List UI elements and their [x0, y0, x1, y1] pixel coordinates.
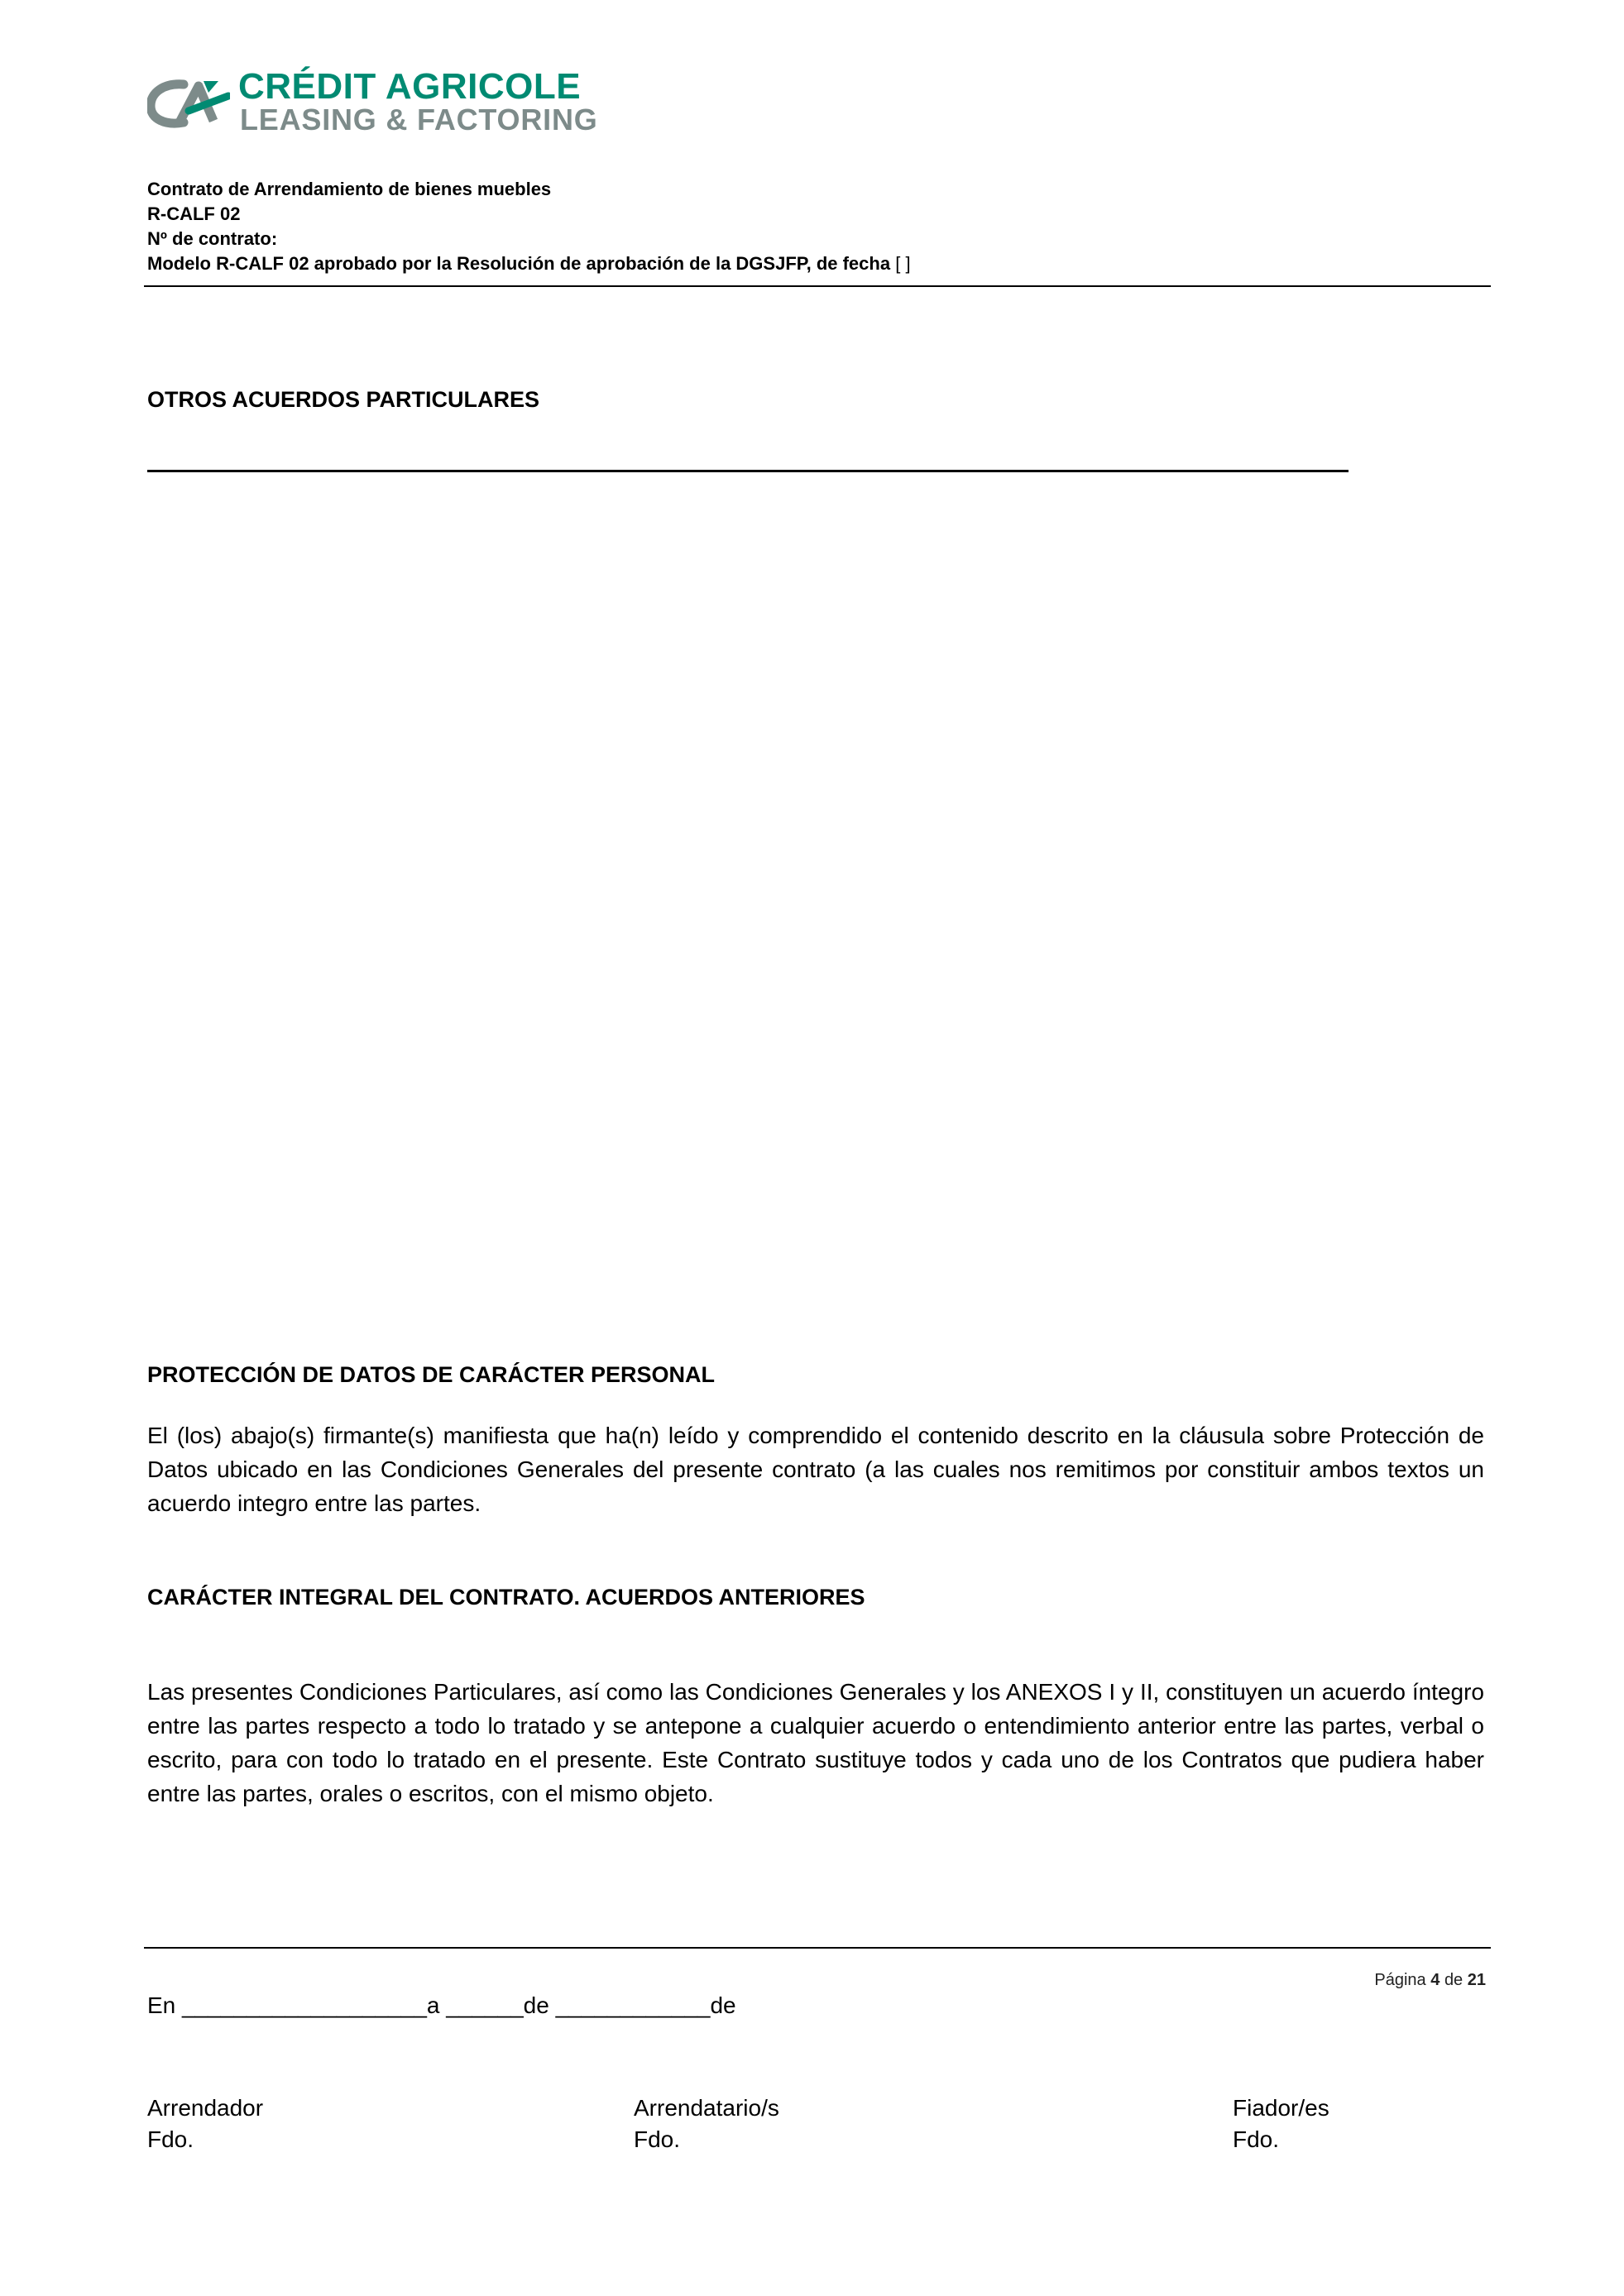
signature-block-arrendador [147, 2093, 263, 2155]
logo-text-line2: LEASING & FACTORING [240, 103, 598, 136]
signature-role-arrendador: Arrendador [147, 2095, 264, 2121]
header-approval-line [147, 251, 911, 276]
footer-divider [144, 1947, 1491, 1949]
section-heading-otros-acuerdos: OTROS ACUERDOS PARTICULARES [147, 387, 540, 412]
caracter-integral-paragraph: Las presentes Condiciones Particulares, así como las Condiciones Generales y los ANEXOS I y II, constituyen un acuerdo íntegro entre las partes respecto a todo lo tratado y se antepone a cualquier acuerdo o entendimiento anterior entre las partes, verbal o escrito, para con todo lo tratado en el presente. Este Contrato sustituye todos y cada uno de los Contratos que pudiera haber entre las partes, orales o escritos, con el mismo objeto. [147, 1679, 1484, 1806]
signature-block-arrendatario [634, 2093, 779, 2155]
otros-acuerdos-blank-line [147, 470, 1349, 472]
section-heading-caracter-integral: CARÁCTER INTEGRAL DEL CONTRATO. ACUERDOS ANTERIORES [147, 1585, 865, 1610]
signature-role-arrendatario: Arrendatario/s [634, 2095, 779, 2121]
page-number-total: 21 [1467, 1971, 1486, 1989]
ca-emblem-icon [147, 78, 230, 129]
header-contract-number: Nº de contrato: [147, 228, 278, 249]
signature-fdo-arrendatario: Fdo. [634, 2126, 681, 2152]
logo-text-line1: CRÉDIT AGRICOLE [238, 66, 582, 107]
credit-agricole-logo [147, 66, 611, 139]
signature-role-fiador: Fiador/es [1233, 2095, 1329, 2121]
signature-block-fiador [1233, 2093, 1329, 2155]
header-approval-text: Modelo R-CALF 02 aprobado por la Resolución de aprobación de la DGSJFP, de fecha [147, 253, 891, 274]
section-heading-proteccion-datos: PROTECCIÓN DE DATOS DE CARÁCTER PERSONAL [147, 1362, 716, 1387]
proteccion-datos-paragraph: El (los) abajo(s) firmante(s) manifiesta que ha(n) leído y comprendido el contenido descrito en la cláusula sobre Protección de Datos ubicado en las Condiciones Generales del presente contrato (a las cuales nos remitimos por constituir ambos textos un acuerdo integro entre las partes. [147, 1423, 1484, 1516]
page-number-label: Página [1374, 1971, 1426, 1989]
signature-fdo-fiador: Fdo. [1233, 2126, 1280, 2152]
header-divider [144, 285, 1491, 287]
header-model-code: R-CALF 02 [147, 203, 241, 224]
signature-fdo-arrendador: Fdo. [147, 2126, 194, 2152]
page-number-current: 4 [1430, 1971, 1440, 1989]
place-date-line: En ___________________a ______de ____________de [147, 1992, 736, 2018]
header-document-title: Contrato de Arrendamiento de bienes muebles [147, 179, 552, 199]
header-approval-date-placeholder: [ ] [895, 253, 911, 274]
page-number-of: de [1444, 1971, 1464, 1989]
page-number [1340, 1971, 1486, 1990]
